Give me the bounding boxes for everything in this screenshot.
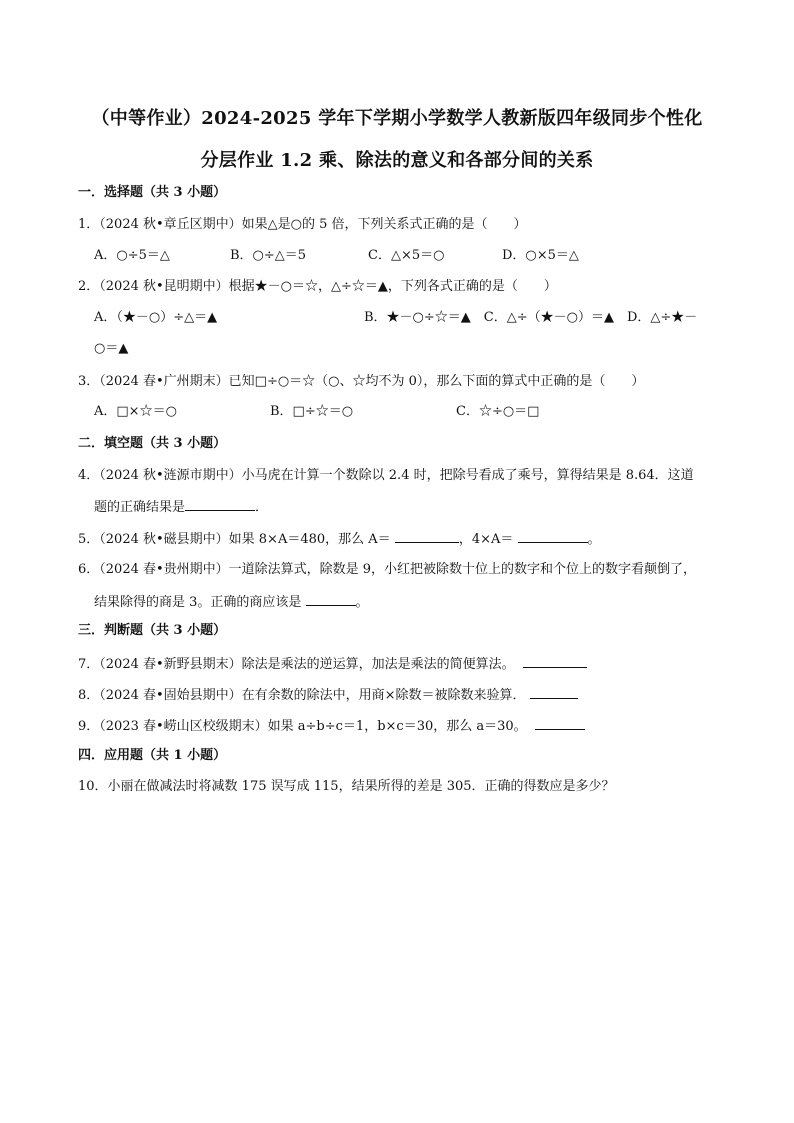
- question-9-stem: 9．（2023 春•崂山区校级期末）如果 a÷b÷c＝1，b×c＝30，那么 a＝30。: [78, 719, 527, 734]
- question-2-option-a: A．（★－○）÷△＝▲: [94, 310, 218, 325]
- question-4-answer-blank[interactable]: [185, 497, 255, 511]
- question-9-line: [78, 716, 585, 736]
- question-8-answer-blank[interactable]: [530, 685, 578, 699]
- question-7-line: [78, 654, 587, 674]
- question-7-answer-blank[interactable]: [523, 654, 587, 668]
- question-3-option-b: B．□÷☆＝○: [270, 404, 354, 419]
- section-choice-heading: 一．选择题（共 3 小题）: [78, 185, 227, 200]
- question-6-continued: [94, 592, 369, 612]
- question-6-answer-blank[interactable]: [306, 592, 356, 606]
- question-1-option-d: D．○×5＝△: [502, 248, 579, 263]
- question-8-line: [78, 685, 578, 705]
- section-application-heading: 四．应用题（共 1 小题）: [78, 748, 227, 763]
- question-4-continued: [94, 497, 268, 517]
- title-line-1: （中等作业）2024-2025 学年下学期小学数学人教新版四年级同步个性化: [91, 108, 703, 129]
- question-5-line: [78, 529, 601, 549]
- title-line-2: 分层作业 1.2 乘、除法的意义和各部分间的关系: [200, 150, 594, 171]
- question-4-text: 题的正确结果是: [94, 500, 186, 515]
- question-1-option-b: B．○÷△＝5: [230, 248, 307, 263]
- question-1-option-a: A．○÷5＝△: [94, 248, 170, 263]
- question-3-option-a: A．□×☆＝○: [94, 404, 177, 419]
- question-8-stem: 8．（2024 春•固始县期中）在有余数的除法中，用商×除数＝被除数来验算．: [78, 688, 526, 703]
- question-2-options-bcd: B．★－○÷☆＝▲ C．△÷（★－○）＝▲ D．△÷★－: [364, 310, 698, 325]
- question-9-answer-blank[interactable]: [535, 716, 585, 730]
- section-fill-heading: 二．填空题（共 3 小题）: [78, 436, 227, 451]
- question-4-stem: 4．（2024 秋•涟源市期中）小马虎在计算一个数除以 2.4 时，把除号看成了乘号，算得结果是 8.64．这道: [78, 468, 694, 483]
- question-2-option-d-continued: ○＝▲: [94, 341, 129, 356]
- question-1-stem: 1．（2024 秋•章丘区期中）如果△是○的 5 倍，下列关系式正确的是（ ）: [78, 217, 527, 232]
- question-6-stem: 6．（2024 春•贵州期中）一道除法算式，除数是 9，小红把被除数十位上的数字和个位上的数字看颠倒了，: [78, 562, 697, 577]
- question-3-stem: 3．（2024 春•广州期末）已知□÷○＝☆（○、☆均不为 0），那么下面的算式中正确的是（ ）: [78, 374, 645, 389]
- question-7-stem: 7．（2024 春•新野县期末）除法是乘法的逆运算，加法是乘法的简便算法。: [78, 657, 515, 672]
- question-5-stem: 5．（2024 秋•磁县期中）如果 8×A＝480，那么 A＝: [78, 532, 391, 547]
- question-10-stem: 10．小丽在做减法时将减数 175 误写成 115，结果所得的差是 305．正确的得数应是多少？: [78, 779, 615, 794]
- question-4-end: ．: [255, 500, 269, 515]
- question-6-text: 结果除得的商是 3。正确的商应该是: [94, 595, 302, 610]
- question-5-answer-blank-2[interactable]: [518, 529, 588, 543]
- question-5-end: 。: [587, 532, 601, 547]
- section-judge-heading: 三．判断题（共 3 小题）: [78, 623, 227, 638]
- question-3-option-c: C．☆÷○＝□: [456, 404, 540, 419]
- question-5-answer-blank-1[interactable]: [395, 529, 459, 543]
- question-2-stem: 2．（2024 秋•昆明期中）根据★－○＝☆，△÷☆＝▲，下列各式正确的是（ ）: [78, 279, 557, 294]
- question-1-option-c: C．△×5＝○: [368, 248, 445, 263]
- question-6-end: 。: [355, 595, 369, 610]
- question-5-mid: ，4×A＝: [458, 532, 514, 547]
